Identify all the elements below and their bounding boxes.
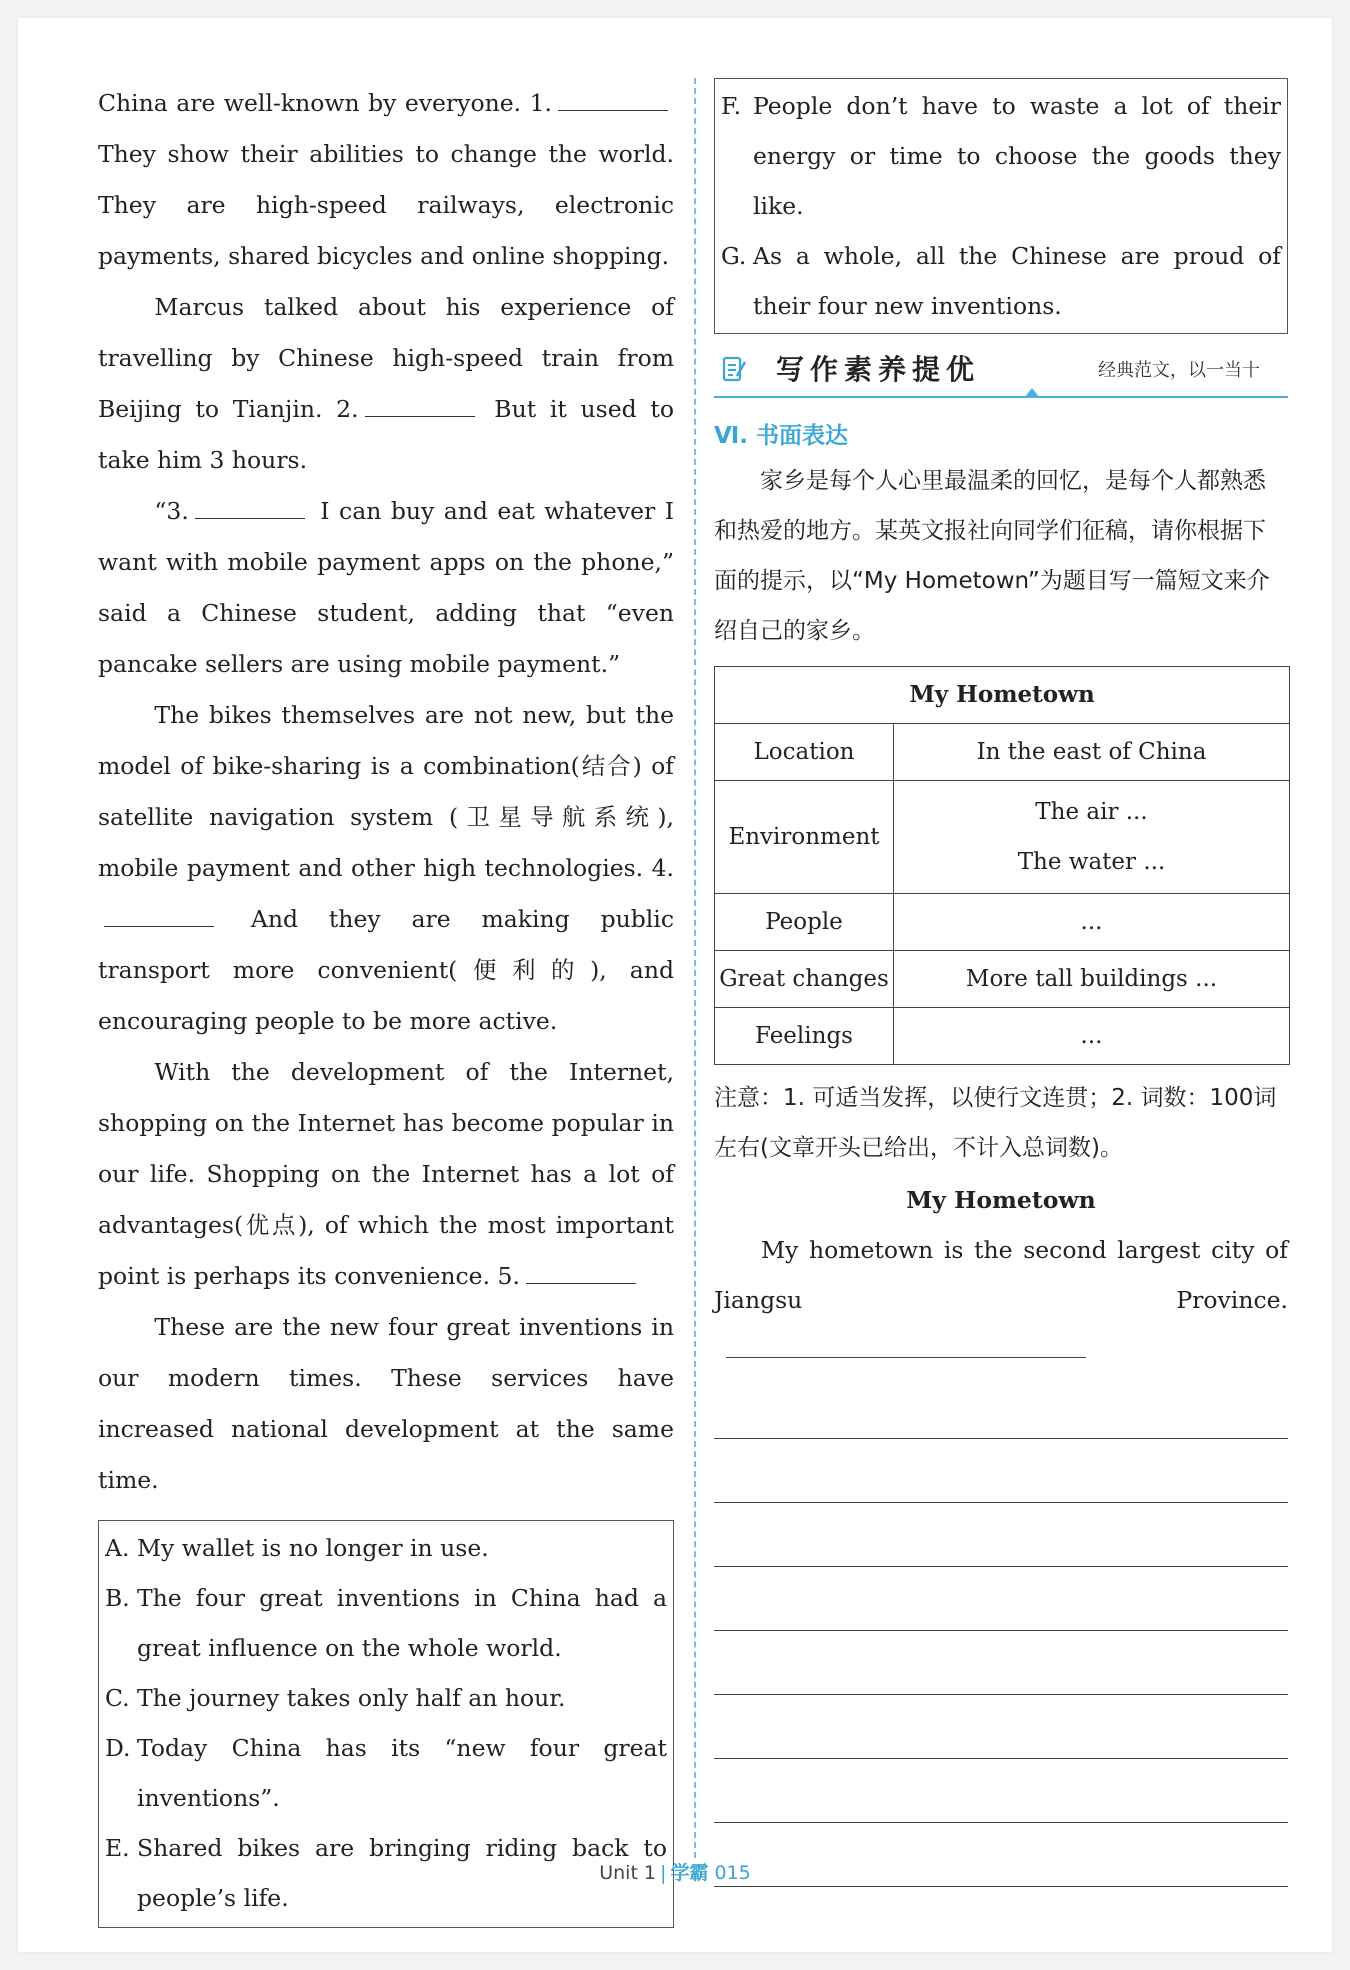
banner-subtitle: 经典范文，以一当十 xyxy=(1098,360,1260,381)
writing-line[interactable] xyxy=(714,1503,1288,1567)
option-d: D. Today China has its “new four great inventions”. xyxy=(105,1734,667,1812)
option-b: B. The four great inventions in China had a great influence on the whole world. xyxy=(105,1584,667,1662)
table-row xyxy=(715,951,1290,1008)
passage-paragraph-5: With the development of the Internet, shopping on the Internet has become popular in our life. Shopping on the Internet has a lot of advantages(优点), of which the most important point is perhaps its convenience. 5. xyxy=(98,1058,674,1290)
writing-line[interactable] xyxy=(714,1695,1288,1759)
option-c: C. The journey takes only half an hour. xyxy=(105,1684,566,1712)
answer-blank-4[interactable] xyxy=(104,925,214,927)
writing-line[interactable] xyxy=(714,1439,1288,1503)
option-g: G. As a whole, all the Chinese are proud of their four new inventions. xyxy=(721,242,1281,320)
essay-opening: My hometown is the second largest city of Jiangsu Province. xyxy=(714,1225,1288,1375)
writing-line[interactable] xyxy=(714,1631,1288,1695)
answer-blank-2[interactable] xyxy=(365,415,475,417)
workbook-page xyxy=(18,18,1332,1952)
writing-area xyxy=(714,1375,1288,1887)
footer-brand: 学霸 xyxy=(670,1862,709,1884)
table-title: My Hometown xyxy=(715,667,1290,724)
writing-line[interactable] xyxy=(726,1356,1086,1358)
option-e: E. Shared bikes are bringing riding back to people’s life. xyxy=(105,1834,667,1912)
table-row xyxy=(715,1008,1290,1065)
row-content: More tall buildings ... xyxy=(894,951,1290,1008)
reading-passage xyxy=(98,78,674,1928)
table-row xyxy=(715,781,1290,894)
answer-blank-1[interactable] xyxy=(558,109,668,111)
banner-triangle xyxy=(1024,388,1040,398)
passage-paragraph-4: The bikes themselves are not new, but the model of bike-sharing is a combination(结合) of satellite navigation system (卫星导航系统), mobile payment and other high technologies. 4. And they are making public transport more convenient(便利的), and encouraging people to be more active. xyxy=(98,701,674,1035)
options-box-right xyxy=(714,78,1288,334)
row-content: ... xyxy=(894,1008,1290,1065)
hometown-table xyxy=(714,666,1290,1065)
answer-blank-5[interactable] xyxy=(526,1282,636,1284)
passage-paragraph-2: Marcus talked about his experience of travelling by Chinese high-speed train from Beijing to Tianjin. 2. But it used to take him 3 hours. xyxy=(98,293,674,474)
essay-title: My Hometown xyxy=(906,1186,1096,1214)
writing-line[interactable] xyxy=(714,1759,1288,1823)
writing-line[interactable] xyxy=(714,1567,1288,1631)
row-label: Great changes xyxy=(715,951,894,1008)
passage-paragraph-6: These are the new four great inventions in our modern times. These services have increased national development at the same time. xyxy=(98,1313,674,1494)
row-content: ... xyxy=(894,894,1290,951)
passage-paragraph-1: China are well-known by everyone. 1. They show their abilities to change the world. They are high-speed railways, electronic payments, shared bicycles and online shopping. xyxy=(98,89,674,270)
page-footer xyxy=(18,1858,1332,1885)
row-label: Location xyxy=(715,724,894,781)
banner-title: 写作素养提优 xyxy=(776,353,981,386)
writing-note: 注意：1. 可适当发挥，以使行文连贯；2. 词数：100词左右(文章开头已给出，不计入总词数)。 xyxy=(714,1085,1277,1161)
option-f: F. People don’t have to waste a lot of their energy or time to choose the goods they like. xyxy=(721,92,1281,220)
answer-blank-3[interactable] xyxy=(195,517,305,519)
table-row xyxy=(715,724,1290,781)
notepad-pencil-icon xyxy=(722,354,748,384)
option-a: A. My wallet is no longer in use. xyxy=(105,1534,489,1562)
passage-paragraph-3: “3. I can buy and eat whatever I want with mobile payment apps on the phone,” said a Chinese student, adding that “even pancake sellers are using mobile payment.” xyxy=(98,497,674,678)
footer-unit: Unit 1 xyxy=(599,1862,657,1884)
row-label: Environment xyxy=(715,781,894,894)
row-label: People xyxy=(715,894,894,951)
footer-separator: | xyxy=(660,1862,667,1884)
row-label: Feelings xyxy=(715,1008,894,1065)
page-number: 015 xyxy=(714,1862,751,1884)
section-banner xyxy=(714,350,1288,398)
right-column xyxy=(714,78,1288,1887)
writing-line[interactable] xyxy=(714,1375,1288,1439)
table-row xyxy=(715,894,1290,951)
row-content: In the east of China xyxy=(894,724,1290,781)
column-divider xyxy=(694,78,696,1858)
row-content: The air ... The water ... xyxy=(894,781,1290,894)
section-heading: Ⅵ. 书面表达 xyxy=(714,423,849,449)
writing-prompt: 家乡是每个人心里最温柔的回忆，是每个人都熟悉和热爱的地方。某英文报社向同学们征稿，请你根据下面的提示，以“My Hometown”为题目写一篇短文来介绍自己的家乡。 xyxy=(714,468,1270,644)
